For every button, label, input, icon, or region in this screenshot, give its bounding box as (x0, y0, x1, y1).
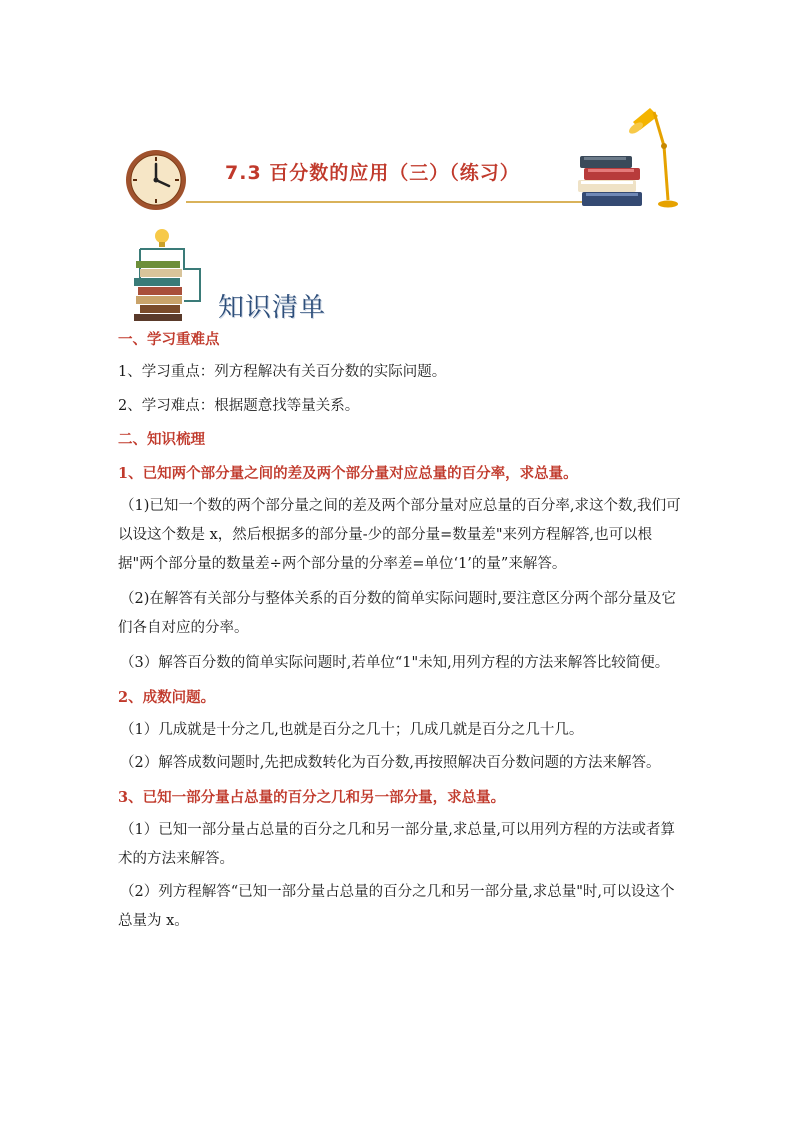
knowledge-list-badge (130, 227, 330, 327)
topic-1-paragraph-1: （1)已知一个数的两个部分量之间的差及两个部分量对应总量的百分率,求这个数,我们可以设这个数是 x，然后根据多的部分量-少的部分量=数量差"来列方程解答,也可以根据"两个部分量的数量差÷两个部分量的分率差=单位‘1’的量”来解答。 (118, 498, 681, 572)
topic-1-paragraph-3: （3）解答百分数的简单实际问题时,若单位“1"未知,用列方程的方法来解答比较简便。 (120, 655, 670, 671)
topic-heading-2: 2、成数问题。 (118, 689, 216, 706)
study-focus-line: 1、学习重点：列方程解决有关百分数的实际问题。 (118, 364, 447, 380)
books-lamp-icon (578, 100, 678, 212)
clock-icon (124, 148, 188, 212)
topic-3-paragraph-1: （1）已知一部分量占总量的百分之几和另一部分量,求总量,可以用列方程的方法或者算术的方法来解答。 (118, 822, 675, 867)
topic-2-paragraph-1: （1）几成就是十分之几,也就是百分之几十；几成几就是百分之几十几。 (120, 722, 584, 738)
topic-heading-1: 1、已知两个部分量之间的差及两个部分量对应总量的百分率，求总量。 (118, 465, 578, 482)
topic-2-paragraph-2: （2）解答成数问题时,先把成数转化为百分数,再按照解决百分数问题的方法来解答。 (120, 755, 661, 771)
topic-3-paragraph-2: （2）列方程解答“已知一部分量占总量的百分之几和另一部分量,求总量"时,可以设这个总量为 x。 (118, 884, 675, 929)
section-heading-1: 一、学习重难点 (118, 331, 220, 348)
content-body (118, 328, 683, 936)
study-difficulty-line: 2、学习难点：根据题意找等量关系。 (118, 398, 360, 414)
knowledge-list-label: 知识清单 (218, 293, 327, 323)
section-heading-2: 二、知识梳理 (118, 431, 205, 448)
topic-1-paragraph-2: （2)在解答有关部分与整体关系的百分数的简单实际问题时,要注意区分两个部分量及它们各自对应的分率。 (118, 591, 676, 636)
page-title: 7.3 百分数的应用（三）（练习） (225, 162, 520, 184)
topic-heading-3: 3、已知一部分量占总量的百分之几和另一部分量，求总量。 (118, 789, 506, 806)
header-divider (186, 201, 592, 203)
